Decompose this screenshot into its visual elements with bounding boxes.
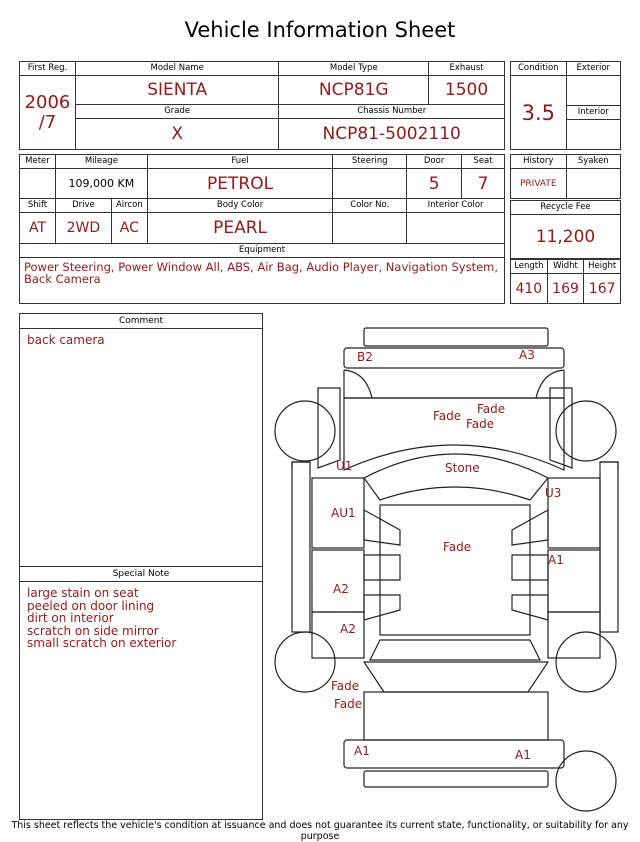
comment-label: Comment <box>20 314 262 329</box>
mark-a2-left-quarter: A2 <box>340 622 356 636</box>
mark-u1: U1 <box>336 459 353 473</box>
mileage-value: 109,000 KM <box>55 169 147 199</box>
model-name-value: SIENTA <box>75 76 278 105</box>
model-type-label: Model Type <box>279 62 429 76</box>
mark-a1-right-door: A1 <box>548 553 564 567</box>
model-type-value: NCP81G <box>279 76 429 105</box>
right-side-skirt <box>600 462 618 632</box>
mark-fade-hood-left: Fade <box>433 409 462 423</box>
right-mirror <box>600 462 618 470</box>
mark-b2: B2 <box>357 350 373 364</box>
left-rear-window <box>364 595 400 620</box>
rear-right-wheel <box>556 632 616 692</box>
height-value: 167 <box>584 274 621 304</box>
seat-label: Seat <box>462 155 505 169</box>
steering-label: Steering <box>333 155 407 169</box>
body-color-value: PEARL <box>147 213 333 243</box>
shift-label: Shift <box>20 199 56 213</box>
special-note-item: peeled on door lining <box>27 598 155 613</box>
interior-label: Interior <box>566 106 620 120</box>
first-reg-year: 2006 <box>24 91 71 113</box>
special-note-item: scratch on side mirror <box>27 623 159 638</box>
drive-value: 2WD <box>55 213 111 243</box>
rear-hatch <box>364 692 548 740</box>
exterior-label: Exterior <box>566 62 620 76</box>
mark-a1-rear-left: A1 <box>354 744 370 758</box>
special-note-label: Special Note <box>20 567 262 582</box>
mark-fade-rear-top: Fade <box>331 679 360 693</box>
special-note-item: dirt on interior <box>27 611 114 625</box>
history-label: History <box>511 155 567 169</box>
body-color-label: Body Color <box>147 199 333 213</box>
aircon-label: Aircon <box>111 199 147 213</box>
special-note-item: large stain on seat <box>27 586 139 600</box>
door-label: Door <box>407 155 462 169</box>
left-rear-quarter <box>312 612 364 658</box>
shift-value: AT <box>20 213 56 243</box>
seat-value: 7 <box>462 169 505 199</box>
length-label: Length <box>511 260 548 274</box>
headlight-left <box>344 370 372 398</box>
mark-a2-left-door: A2 <box>333 582 349 596</box>
condition-value: 3.5 <box>511 76 567 150</box>
mark-u3: U3 <box>545 486 562 500</box>
spare-wheel <box>556 751 616 811</box>
mark-fade-hood-right-bottom: Fade <box>466 417 495 431</box>
color-no-label: Color No. <box>333 199 407 213</box>
mark-fade-hood-right-top: Fade <box>477 402 506 416</box>
left-mid-window <box>364 555 400 580</box>
front-right-wheel <box>556 401 616 461</box>
rear-bumper <box>364 771 548 787</box>
fuel-label: Fuel <box>147 155 333 169</box>
mark-au1: AU1 <box>331 506 356 520</box>
door-value: 5 <box>407 169 462 199</box>
footer-disclaimer: This sheet reflects the vehicle's condition at issuance and does not guarantee its current state, functionality, or suitability for any purpose <box>11 820 629 842</box>
length-value: 410 <box>511 274 548 304</box>
mark-a3: A3 <box>519 348 535 362</box>
width-label: Widht <box>547 260 584 274</box>
first-reg-label: First Reg. <box>20 62 76 76</box>
left-front-window <box>364 510 400 545</box>
rear-left-wheel <box>275 632 335 692</box>
first-reg-month: /7 <box>38 111 57 133</box>
mark-stone: Stone <box>445 461 480 475</box>
width-value: 169 <box>547 274 584 304</box>
mark-a1-rear-right: A1 <box>515 748 531 762</box>
meter-label: Meter <box>20 155 56 169</box>
mark-fade-roof: Fade <box>443 540 472 554</box>
fuel-value: PETROL <box>147 169 333 199</box>
syaken-label: Syaken <box>566 155 620 169</box>
interior-color-label: Interior Color <box>407 199 505 213</box>
grade-label: Grade <box>75 104 278 118</box>
special-note-item: small scratch on exterior <box>27 636 177 650</box>
chassis-number-value: NCP81-5002110 <box>279 119 505 150</box>
drive-label: Drive <box>55 199 111 213</box>
condition-label: Condition <box>511 62 567 76</box>
history-value: PRIVATE <box>511 169 567 199</box>
mark-fade-rear-bottom: Fade <box>334 697 363 711</box>
roof <box>380 505 530 635</box>
exhaust-label: Exhaust <box>429 62 505 76</box>
rear-panel <box>344 740 564 768</box>
front-left-wheel <box>275 401 335 461</box>
left-mirror <box>292 462 310 470</box>
mileage-label: Mileage <box>55 155 147 169</box>
left-side-skirt <box>292 462 310 632</box>
comment-text: back camera <box>27 333 105 347</box>
chassis-number-label: Chassis Number <box>279 104 505 118</box>
height-label: Height <box>584 260 621 274</box>
page-title: Vehicle Information Sheet <box>184 18 456 42</box>
equipment-label: Equipment <box>20 243 505 257</box>
recycle-fee-label: Recycle Fee <box>511 201 621 215</box>
grade-value: X <box>75 119 278 150</box>
front-bumper <box>364 328 548 346</box>
equipment-value: Power Steering, Power Window All, ABS, Air Bag, Audio Player, Navigation System, Back Camera <box>20 257 505 303</box>
recycle-fee-value: 11,200 <box>511 215 621 259</box>
exhaust-value: 1500 <box>429 76 505 105</box>
hood-front <box>344 370 564 398</box>
rear-hatch-top <box>364 662 548 692</box>
model-name-label: Model Name <box>75 62 278 76</box>
left-rear-door <box>312 550 364 612</box>
rear-window <box>370 640 540 660</box>
aircon-value: AC <box>111 213 147 243</box>
